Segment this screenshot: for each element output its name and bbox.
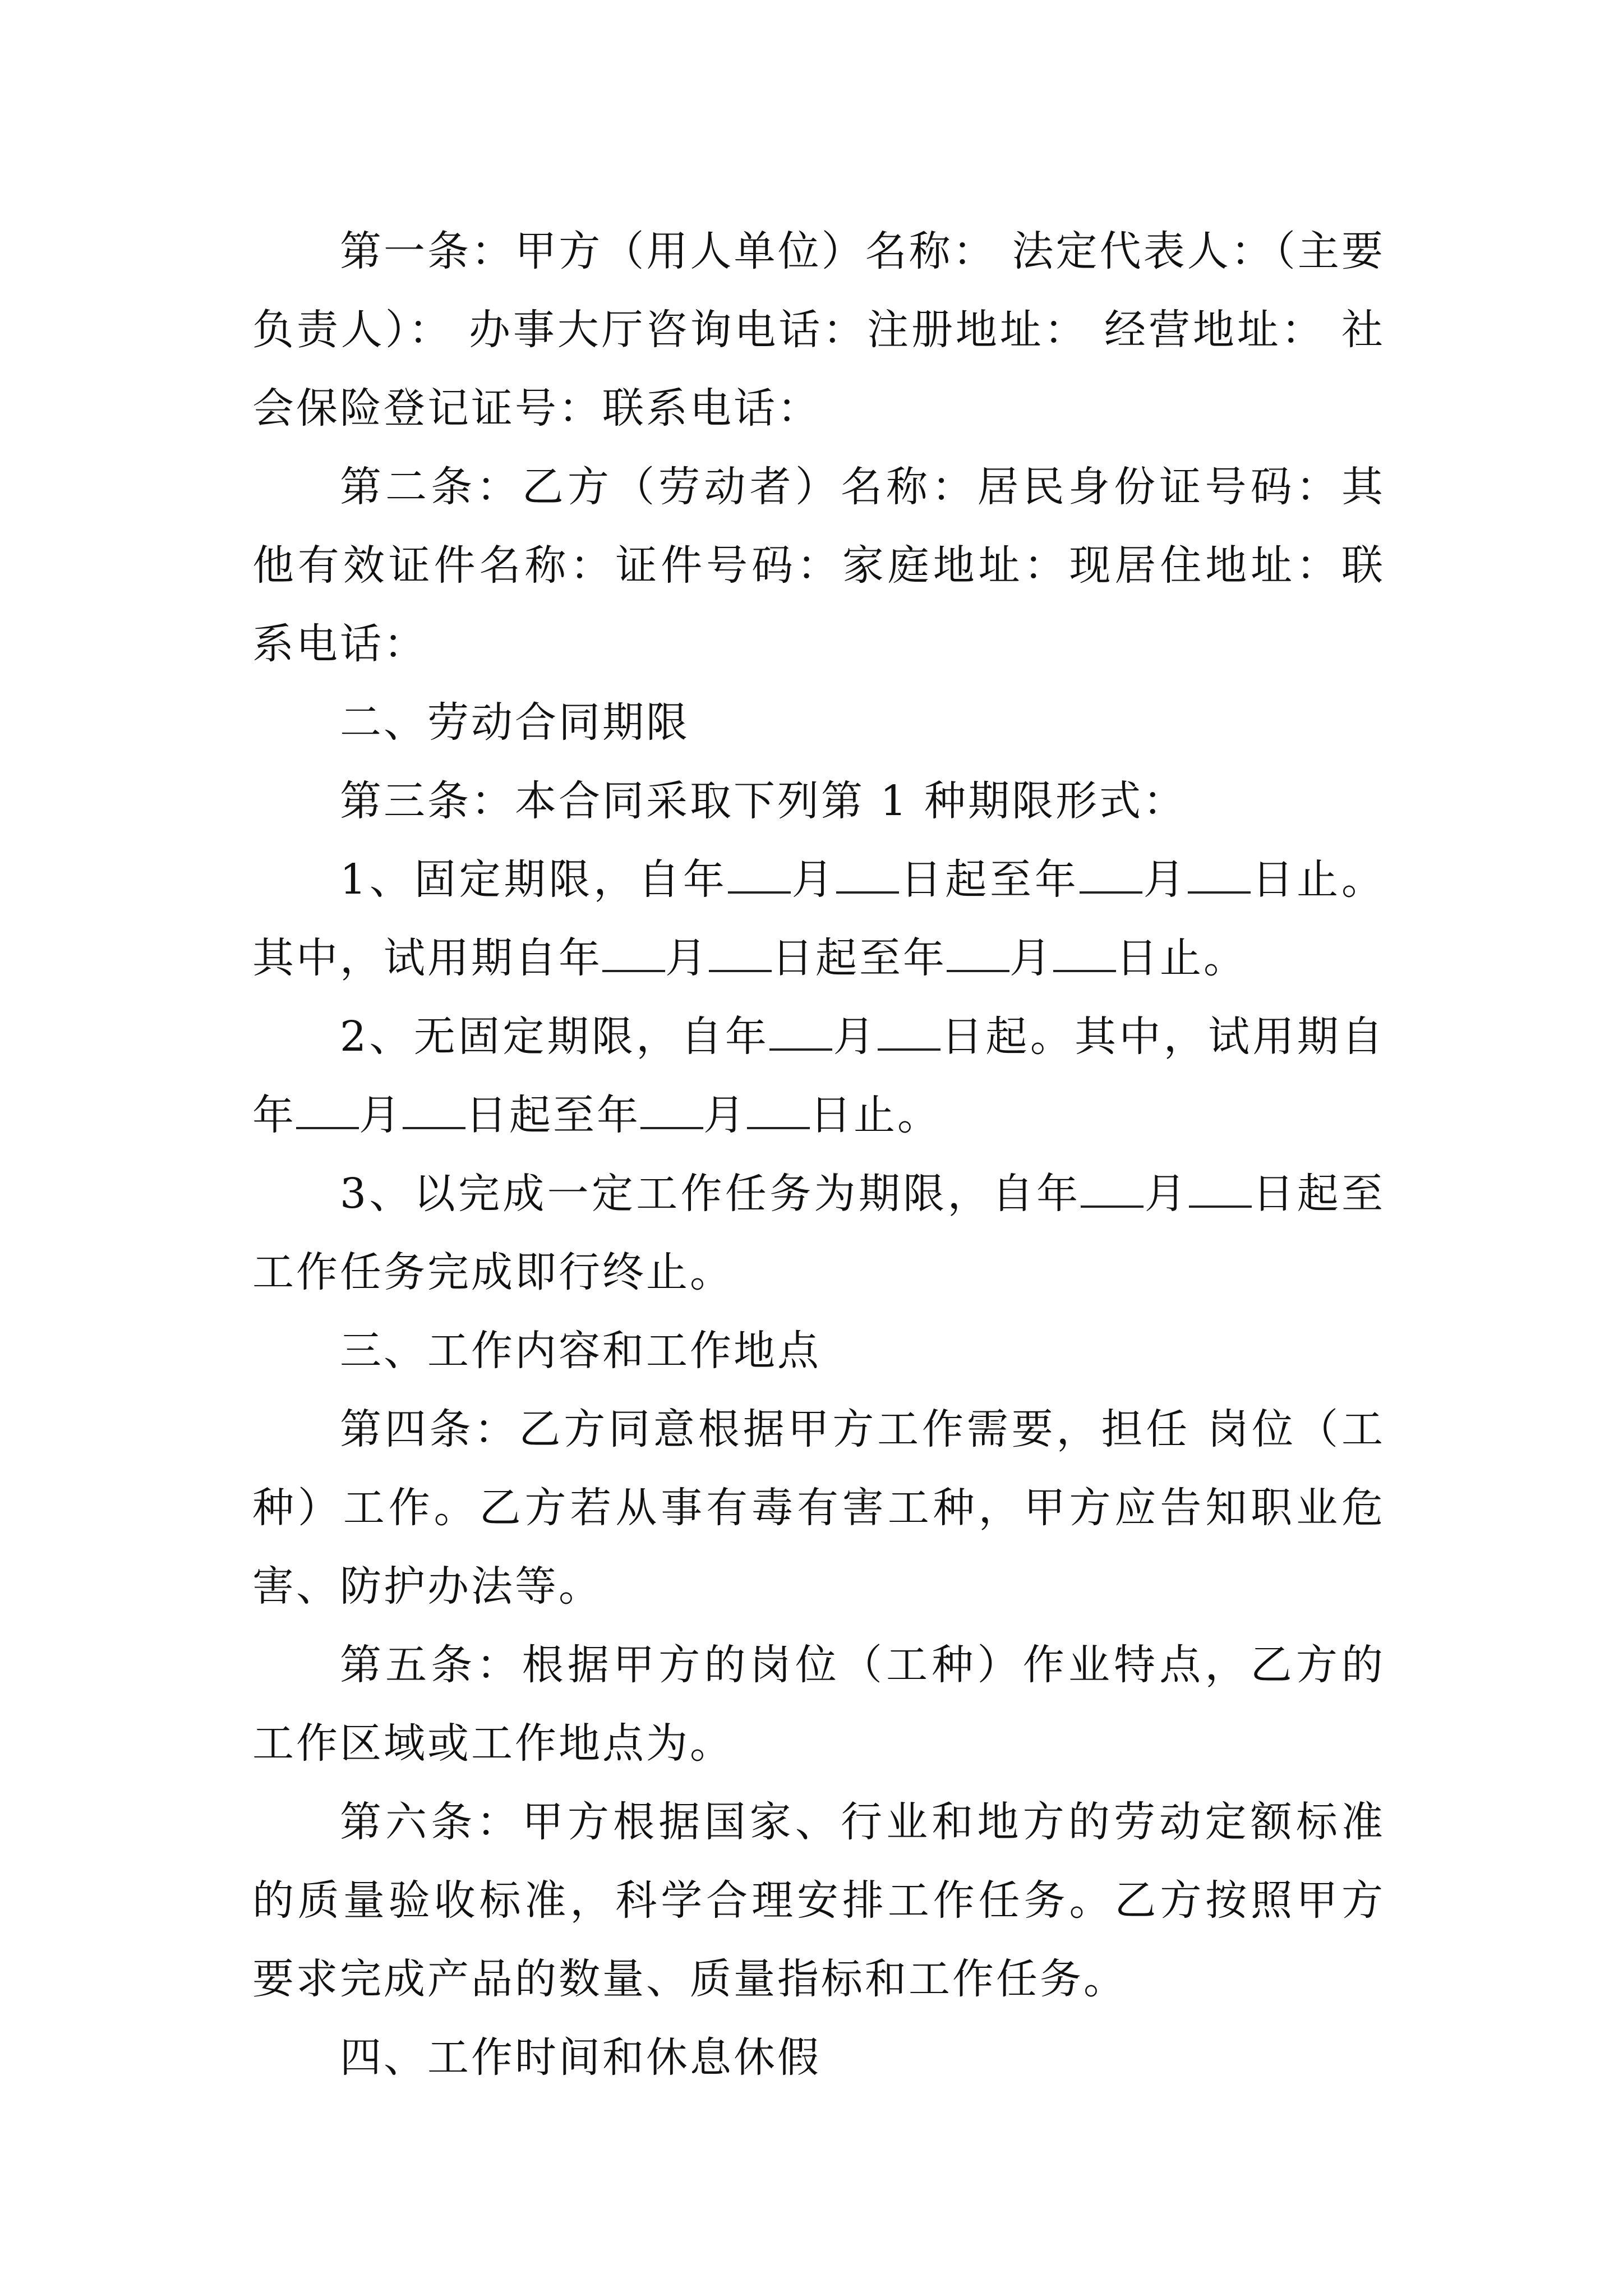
blank-field	[709, 931, 772, 972]
blank-field	[878, 1009, 940, 1051]
article-4-position: 第四条：乙方同意根据甲方工作需要，担任 岗位（工种）工作。乙方若从事有毒有害工种，甲方应告知职业危害、防护办法等。	[252, 1405, 1385, 1611]
term-option-fixed	[252, 840, 1385, 997]
term-fixed-text-5: 日止。其中，试用期自年	[252, 855, 1386, 982]
blank-field	[769, 1009, 832, 1051]
blank-field	[1189, 1166, 1252, 1208]
article-2-party-b: 第二条：乙方（劳动者）名称：居民身份证号码：其他有效证件名称：证件号码：家庭地址：现居住地址：联系电话：	[252, 463, 1385, 668]
term-open-text-1: 2、无固定期限，自年	[340, 1013, 770, 1061]
article-3-term-form: 第三条：本合同采取下列第 1 种期限形式：	[340, 777, 1187, 825]
term-task-text-1: 3、以完成一定工作任务为期限，自年	[340, 1170, 1081, 1218]
term-fixed-text-2: 月	[790, 855, 837, 904]
term-fixed-text-3: 日起至年	[899, 855, 1080, 904]
term-task-text-2: 月	[1144, 1170, 1189, 1218]
term-open-text-6: 月	[703, 1091, 747, 1139]
blank-field	[947, 931, 1009, 972]
term-open-text-7: 日止。	[810, 1091, 941, 1139]
term-fixed-text-9: 日止。	[1116, 934, 1247, 982]
term-task-text-3: 日起至 工作任务完成即行终止。	[252, 1170, 1386, 1296]
article-6-work-quota: 第六条：甲方根据国家、行业和地方的劳动定额标准的质量验收标准，科学合理安排工作任务。乙方按照甲方要求完成产品的数量、质量指标和工作任务。	[252, 1798, 1385, 2003]
term-option-open-ended	[252, 997, 1385, 1154]
section-4-heading: 四、工作时间和休息休假	[340, 2033, 821, 2082]
term-open-text-2: 月	[832, 1013, 878, 1061]
term-fixed-text-6: 月	[665, 934, 709, 982]
term-fixed-text-1: 1、固定期限，自年	[340, 855, 728, 904]
blank-field	[602, 931, 665, 972]
article-5-work-location: 第五条：根据甲方的岗位（工种）作业特点，乙方的工作区域或工作地点为。	[252, 1641, 1385, 1768]
blank-field	[1188, 852, 1251, 894]
term-open-text-3: 日起。其中，试用期自年	[252, 1013, 1386, 1139]
blank-field	[1081, 1166, 1144, 1208]
blank-field	[640, 1088, 703, 1129]
blank-field	[728, 852, 791, 894]
section-2-heading: 二、劳动合同期限	[340, 698, 690, 747]
blank-field	[836, 852, 899, 894]
blank-field	[1053, 931, 1116, 972]
article-1-party-a: 第一条：甲方（用人单位）名称： 法定代表人：（主要负责人）： 办事大厅咨询电话：注册地址： 经营地址： 社会保险登记证号：联系电话：	[252, 227, 1385, 432]
term-fixed-text-7: 日起至年	[772, 934, 947, 982]
blank-field	[403, 1088, 465, 1129]
term-option-task-based	[252, 1154, 1385, 1312]
blank-field	[296, 1088, 359, 1129]
section-3-heading: 三、工作内容和工作地点	[340, 1327, 821, 1375]
term-fixed-text-8: 月	[1009, 934, 1053, 982]
blank-field	[747, 1088, 810, 1129]
document-body	[252, 212, 1385, 2097]
term-fixed-text-4: 月	[1142, 855, 1188, 904]
term-open-text-4: 月	[359, 1091, 403, 1139]
term-open-text-5: 日起至年	[465, 1091, 640, 1139]
blank-field	[1080, 852, 1142, 894]
